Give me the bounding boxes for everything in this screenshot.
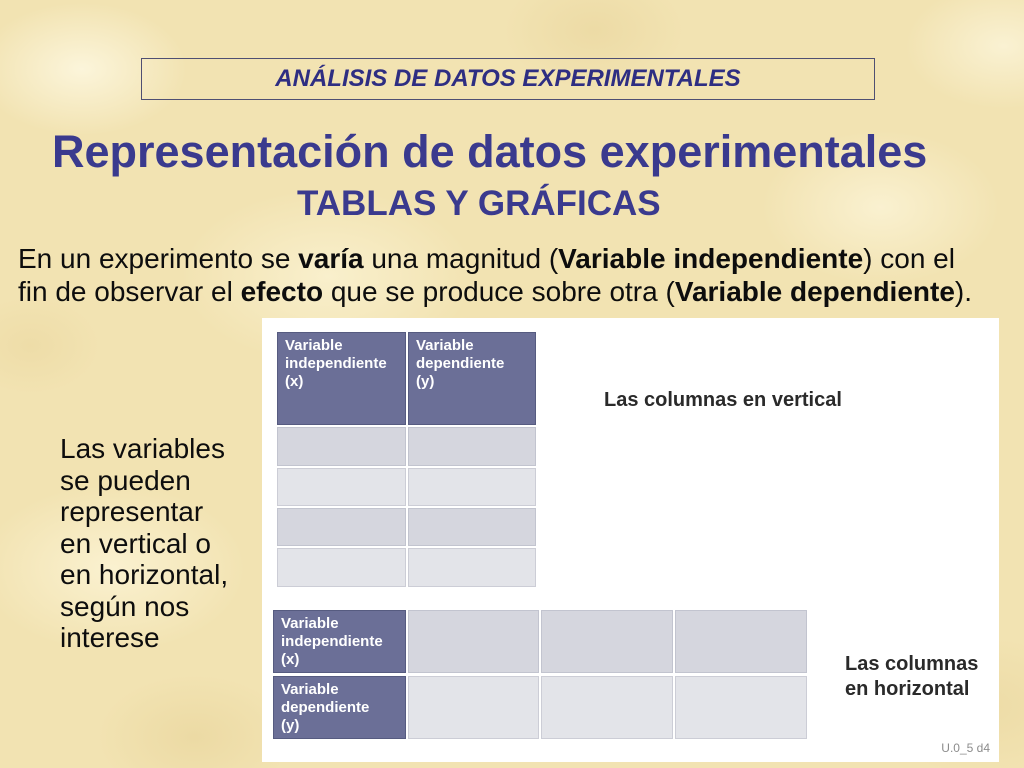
side-note-line: interese [60, 622, 160, 653]
vertical-table-cell [408, 508, 536, 546]
side-note [60, 433, 228, 654]
table-examples-figure [262, 318, 999, 762]
slide-title: Representación de datos experimentales [52, 126, 928, 177]
vertical-table-cell [277, 468, 406, 506]
vertical-table-cell [408, 427, 536, 466]
intro-segment: ) con el [863, 243, 955, 274]
horizontal-table [273, 610, 807, 739]
header-line: (y) [416, 373, 435, 390]
vertical-table-cell [408, 548, 536, 587]
intro-line-2 [18, 275, 972, 308]
header-line: Variable [285, 337, 343, 354]
horizontal-table-header-x [273, 610, 406, 673]
vertical-table-header-x [277, 332, 406, 425]
vertical-table-caption: Las columnas en vertical [604, 389, 842, 411]
horizontal-table-header-y [273, 676, 406, 739]
intro-emphasis: Variable dependiente [674, 276, 955, 307]
intro-segment: una magnitud ( [363, 243, 559, 274]
slide-code: U.0_5 d4 [941, 741, 990, 755]
horizontal-table-cell [541, 610, 673, 673]
vertical-table-cell [277, 548, 406, 587]
caption-line: en horizontal [845, 678, 970, 700]
horizontal-table-cell [408, 676, 539, 739]
header-line: dependiente [416, 355, 505, 372]
horizontal-table-cell [408, 610, 539, 673]
intro-emphasis: Variable independiente [558, 243, 864, 274]
side-note-line: se pueden [60, 464, 191, 496]
vertical-table-cell [408, 468, 536, 506]
header-line: independiente [281, 633, 383, 650]
header-line: (x) [285, 373, 304, 390]
horizontal-table-caption [845, 652, 978, 702]
caption-line: Las columnas [845, 653, 979, 675]
section-header: ANÁLISIS DE DATOS EXPERIMENTALES [275, 65, 741, 92]
intro-emphasis: efecto [240, 276, 324, 307]
side-note-line: en vertical o [60, 527, 211, 559]
side-note-line: en horizontal, [60, 559, 229, 590]
intro-segment: fin de observar el [18, 276, 241, 307]
slide-subtitle: TABLAS Y GRÁFICAS [297, 184, 661, 223]
side-note-line: según nos [60, 590, 190, 622]
intro-segment: que se produce sobre otra ( [323, 276, 675, 307]
header-line: Variable [281, 615, 339, 632]
header-line: (y) [281, 717, 300, 734]
header-line: independiente [285, 355, 387, 372]
vertical-table-cell [277, 508, 406, 546]
section-header-box [141, 58, 875, 100]
vertical-table-header-y [408, 332, 536, 425]
horizontal-table-cell [675, 676, 807, 739]
intro-paragraph [18, 242, 972, 308]
header-line: dependiente [281, 699, 370, 716]
side-note-line: Las variables [60, 433, 225, 464]
vertical-table [277, 332, 536, 587]
intro-segment: ). [954, 276, 973, 307]
horizontal-table-cell [541, 676, 673, 739]
intro-emphasis: varía [298, 243, 364, 274]
side-note-line: representar [60, 496, 204, 527]
intro-line-1 [18, 242, 972, 275]
intro-segment: En un experimento se [18, 243, 299, 274]
vertical-table-cell [277, 427, 406, 466]
header-line: Variable [416, 337, 474, 354]
header-line: Variable [281, 681, 339, 698]
horizontal-table-cell [675, 610, 807, 673]
header-line: (x) [281, 651, 300, 668]
